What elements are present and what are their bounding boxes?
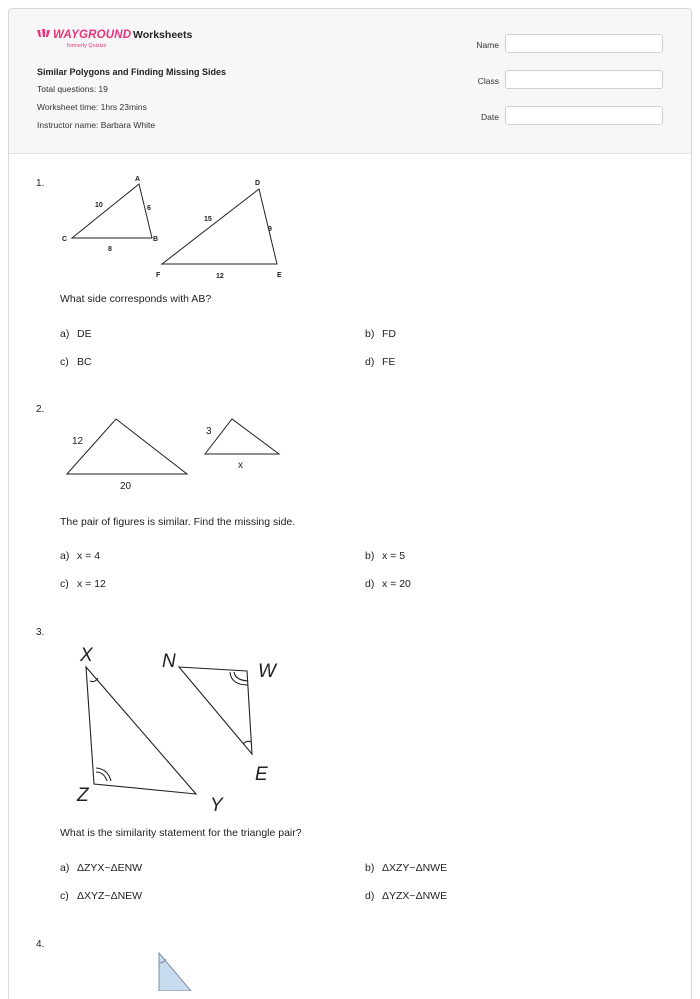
option-d[interactable]: d) FE [365,356,396,368]
question-prompt: What side corresponds with AB? [60,293,212,305]
angle-mark-z [96,772,107,781]
label-n: N [162,651,176,672]
question-prompt: The pair of figures is similar. Find the missing side. [60,516,296,528]
label-side-de: 9 [268,226,272,233]
logo-text: WAYGROUND [53,29,132,41]
question-3-figure [64,629,294,814]
worksheet [8,8,692,999]
option-a[interactable]: a) ΔZYX~ΔENW [60,862,143,874]
option-b[interactable]: b) FD [365,328,396,340]
brand-title: Worksheets [133,29,193,41]
small-triangle [205,419,279,454]
question-number: 1. [36,178,45,189]
label-side-ab: 6 [147,205,151,212]
option-c[interactable]: c) ΔXYZ~ΔNEW [60,890,143,902]
option-d[interactable]: d) ΔYZX~ΔNWE [365,890,448,902]
label-big-base: 20 [120,481,132,492]
angle-mark-e [243,741,251,744]
label-big-side: 12 [72,436,84,447]
angle-mark-w [234,672,248,681]
question-2-figure [59,409,299,499]
triangle-partial [159,953,191,991]
label-z: Z [77,785,89,806]
label-e: E [277,272,282,279]
class-field[interactable] [505,70,663,89]
instructor-name: Instructor name: Barbara White [37,120,156,130]
wayground-logo-icon [37,29,51,41]
label-small-base: x [238,460,243,471]
option-b[interactable]: b) ΔXZY~ΔNWE [365,862,448,874]
question-prompt: What is the similarity statement for the triangle pair? [60,827,302,839]
label-e: E [255,764,268,785]
label-side-ca: 10 [95,202,103,209]
worksheet-time: Worksheet time: 1hrs 23mins [37,102,147,112]
label-small-side: 3 [206,426,212,437]
label-b: B [153,236,159,243]
option-c[interactable]: c) x = 12 [60,578,106,590]
label-f: F [156,272,161,279]
name-label: Name [476,40,499,50]
class-label: Class [477,76,499,86]
date-field[interactable] [505,106,663,125]
label-c: C [62,236,68,243]
worksheet-title: Similar Polygons and Finding Missing Sides [37,67,227,77]
label-d: D [255,180,261,187]
label-x: X [80,645,93,666]
label-side-cb: 8 [108,246,112,253]
label-w: W [258,661,276,682]
option-a[interactable]: a) DE [60,328,92,340]
label-side-fd: 15 [204,216,212,223]
question-1-figure [59,169,299,281]
large-triangle [67,419,187,474]
question-4-figure [149,947,209,991]
question-number: 4. [36,939,45,950]
option-a[interactable]: a) x = 4 [60,550,101,562]
triangle-xzy [86,667,196,794]
label-a: A [135,176,141,183]
question-number: 3. [36,627,45,638]
triangle-def [162,189,277,264]
logo-subtitle: formerly Quizizz [67,43,107,49]
option-d[interactable]: d) x = 20 [365,578,411,590]
angle-mark-x [90,678,98,682]
worksheet-header [9,9,691,154]
date-label: Date [481,112,499,122]
option-b[interactable]: b) x = 5 [365,550,406,562]
total-questions: Total questions: 19 [37,84,108,94]
option-c[interactable]: c) BC [60,356,92,368]
question-number: 2. [36,404,45,415]
triangle-abc [72,184,152,238]
label-y: Y [210,795,223,814]
wayground-logo [37,29,131,41]
label-side-fe: 12 [216,273,224,280]
name-field[interactable] [505,34,663,53]
